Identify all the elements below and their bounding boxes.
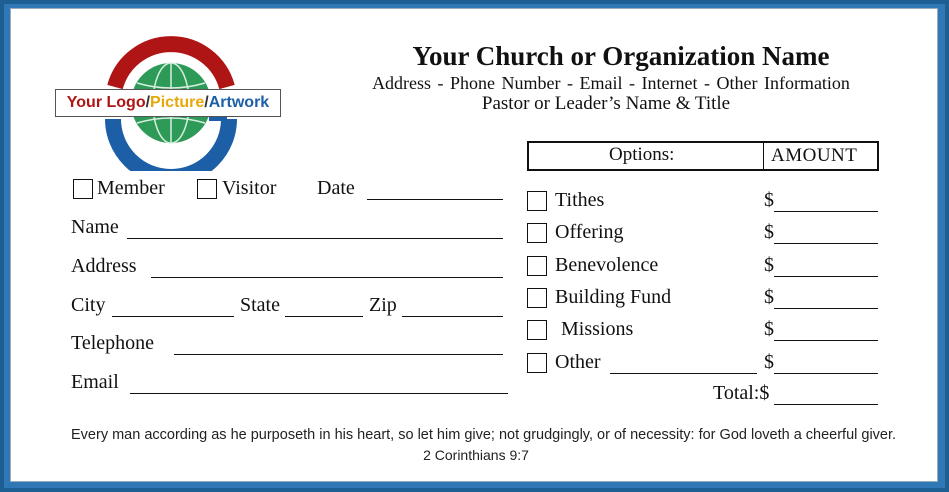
zip-label: Zip	[369, 294, 397, 316]
total-amount-field[interactable]	[774, 404, 878, 405]
option-amount-field[interactable]	[774, 340, 878, 341]
option-label: Benevolence	[555, 254, 659, 276]
state-field[interactable]	[285, 316, 363, 317]
options-header: Options:	[609, 144, 675, 165]
option-checkbox[interactable]	[527, 353, 547, 373]
date-label: Date	[317, 177, 355, 199]
option-amount-field[interactable]	[774, 211, 878, 212]
city-label: City	[71, 294, 106, 316]
state-label: State	[240, 294, 280, 316]
scripture-verse: Every man according as he purposeth in his heart, so let him give; not grudgingly, or of necessity: for God loveth a cheerful giver.	[71, 427, 897, 443]
address-field[interactable]	[151, 277, 503, 278]
option-checkbox[interactable]	[527, 191, 547, 211]
option-label: Other	[555, 351, 601, 373]
option-amount-field[interactable]	[774, 243, 878, 244]
organization-name: Your Church or Organization Name	[412, 41, 830, 71]
scripture-reference: 2 Corinthians 9:7	[423, 447, 529, 463]
option-checkbox[interactable]	[527, 256, 547, 276]
member-label: Member	[97, 177, 165, 199]
email-field[interactable]	[130, 393, 508, 394]
option-amount-field[interactable]	[774, 308, 878, 309]
option-label: Tithes	[555, 189, 605, 211]
city-field[interactable]	[112, 316, 234, 317]
logo-text-artwork: Artwork	[208, 94, 270, 111]
name-label: Name	[71, 216, 119, 238]
currency-symbol: $	[764, 221, 774, 243]
option-amount-field[interactable]	[774, 276, 878, 277]
options-header-box	[527, 141, 879, 171]
currency-symbol: $	[764, 189, 774, 211]
currency-symbol: $	[764, 351, 774, 373]
name-field[interactable]	[127, 238, 503, 239]
logo-placeholder-label: Your Logo/Picture/Artwork	[55, 89, 281, 117]
amount-header: AMOUNT	[771, 145, 858, 166]
zip-field[interactable]	[402, 316, 503, 317]
offering-envelope-card	[10, 8, 938, 482]
currency-symbol: $	[764, 318, 774, 340]
member-checkbox[interactable]	[73, 179, 93, 199]
option-checkbox[interactable]	[527, 223, 547, 243]
visitor-checkbox[interactable]	[197, 179, 217, 199]
total-label: Total:$	[713, 382, 770, 404]
option-label: Building Fund	[555, 286, 672, 308]
pastor-name-title: Pastor or Leader’s Name & Title	[481, 93, 731, 114]
contact-info: Address - Phone Number - Email - Internet - Other Information	[372, 73, 850, 93]
logo-text-logo: Your Logo	[66, 94, 146, 111]
email-label: Email	[71, 371, 119, 393]
currency-symbol: $	[764, 254, 774, 276]
option-checkbox[interactable]	[527, 288, 547, 308]
address-label: Address	[71, 255, 137, 277]
telephone-label: Telephone	[71, 332, 155, 354]
date-field[interactable]	[367, 199, 503, 200]
other-description-field[interactable]	[610, 373, 757, 374]
option-label: Missions	[561, 318, 634, 340]
logo-text-picture: Picture	[150, 94, 205, 111]
visitor-label: Visitor	[222, 177, 277, 199]
currency-symbol: $	[764, 286, 774, 308]
option-label: Offering	[555, 221, 624, 243]
telephone-field[interactable]	[174, 354, 503, 355]
option-amount-field[interactable]	[774, 373, 878, 374]
option-checkbox[interactable]	[527, 320, 547, 340]
